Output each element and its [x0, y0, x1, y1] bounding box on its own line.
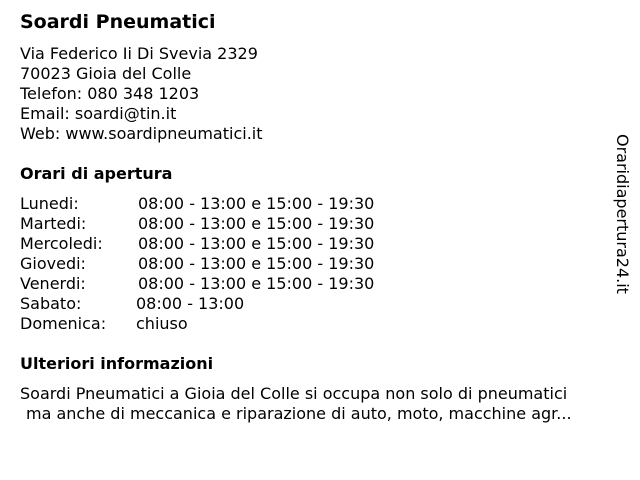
day-label: Martedi: — [20, 214, 87, 233]
business-name: Soardi Pneumatici — [20, 11, 216, 33]
day-label: Venerdi: — [20, 274, 86, 293]
contact-info — [20, 44, 263, 144]
time-value: 08:00 - 13:00 e 15:00 - 19:30 — [138, 254, 375, 273]
website: Web: www.soardipneumatici.it — [20, 124, 263, 143]
opening-hours-title: Orari di apertura — [20, 164, 173, 183]
day-label: Giovedi: — [20, 254, 86, 273]
address-street: Via Federico Ii Di Svevia 2329 — [20, 44, 258, 63]
info-line-2: ma anche di meccanica e riparazione di auto, moto, macchine agr... — [26, 404, 572, 423]
time-value: chiuso — [136, 314, 188, 333]
day-label: Domenica: — [20, 314, 107, 333]
email-address: Email: soardi@tin.it — [20, 104, 177, 123]
time-value: 08:00 - 13:00 e 15:00 - 19:30 — [138, 214, 375, 233]
time-value: 08:00 - 13:00 e 15:00 - 19:30 — [138, 274, 375, 293]
phone-number: Telefon: 080 348 1203 — [20, 84, 200, 103]
time-value: 08:00 - 13:00 e 15:00 - 19:30 — [138, 194, 375, 213]
site-watermark: Oraridiapertura24.it — [613, 134, 632, 294]
time-value: 08:00 - 13:00 e 15:00 - 19:30 — [138, 234, 375, 253]
time-value: 08:00 - 13:00 — [136, 294, 245, 313]
info-line-1: Soardi Pneumatici a Gioia del Colle si occupa non solo di pneumatici — [20, 384, 568, 403]
day-label: Lunedi: — [20, 194, 79, 213]
day-label: Sabato: — [20, 294, 82, 313]
address-city: 70023 Gioia del Colle — [20, 64, 192, 83]
day-label: Mercoledi: — [20, 234, 103, 253]
more-info-text — [20, 384, 620, 424]
more-info-title: Ulteriori informazioni — [20, 354, 214, 373]
